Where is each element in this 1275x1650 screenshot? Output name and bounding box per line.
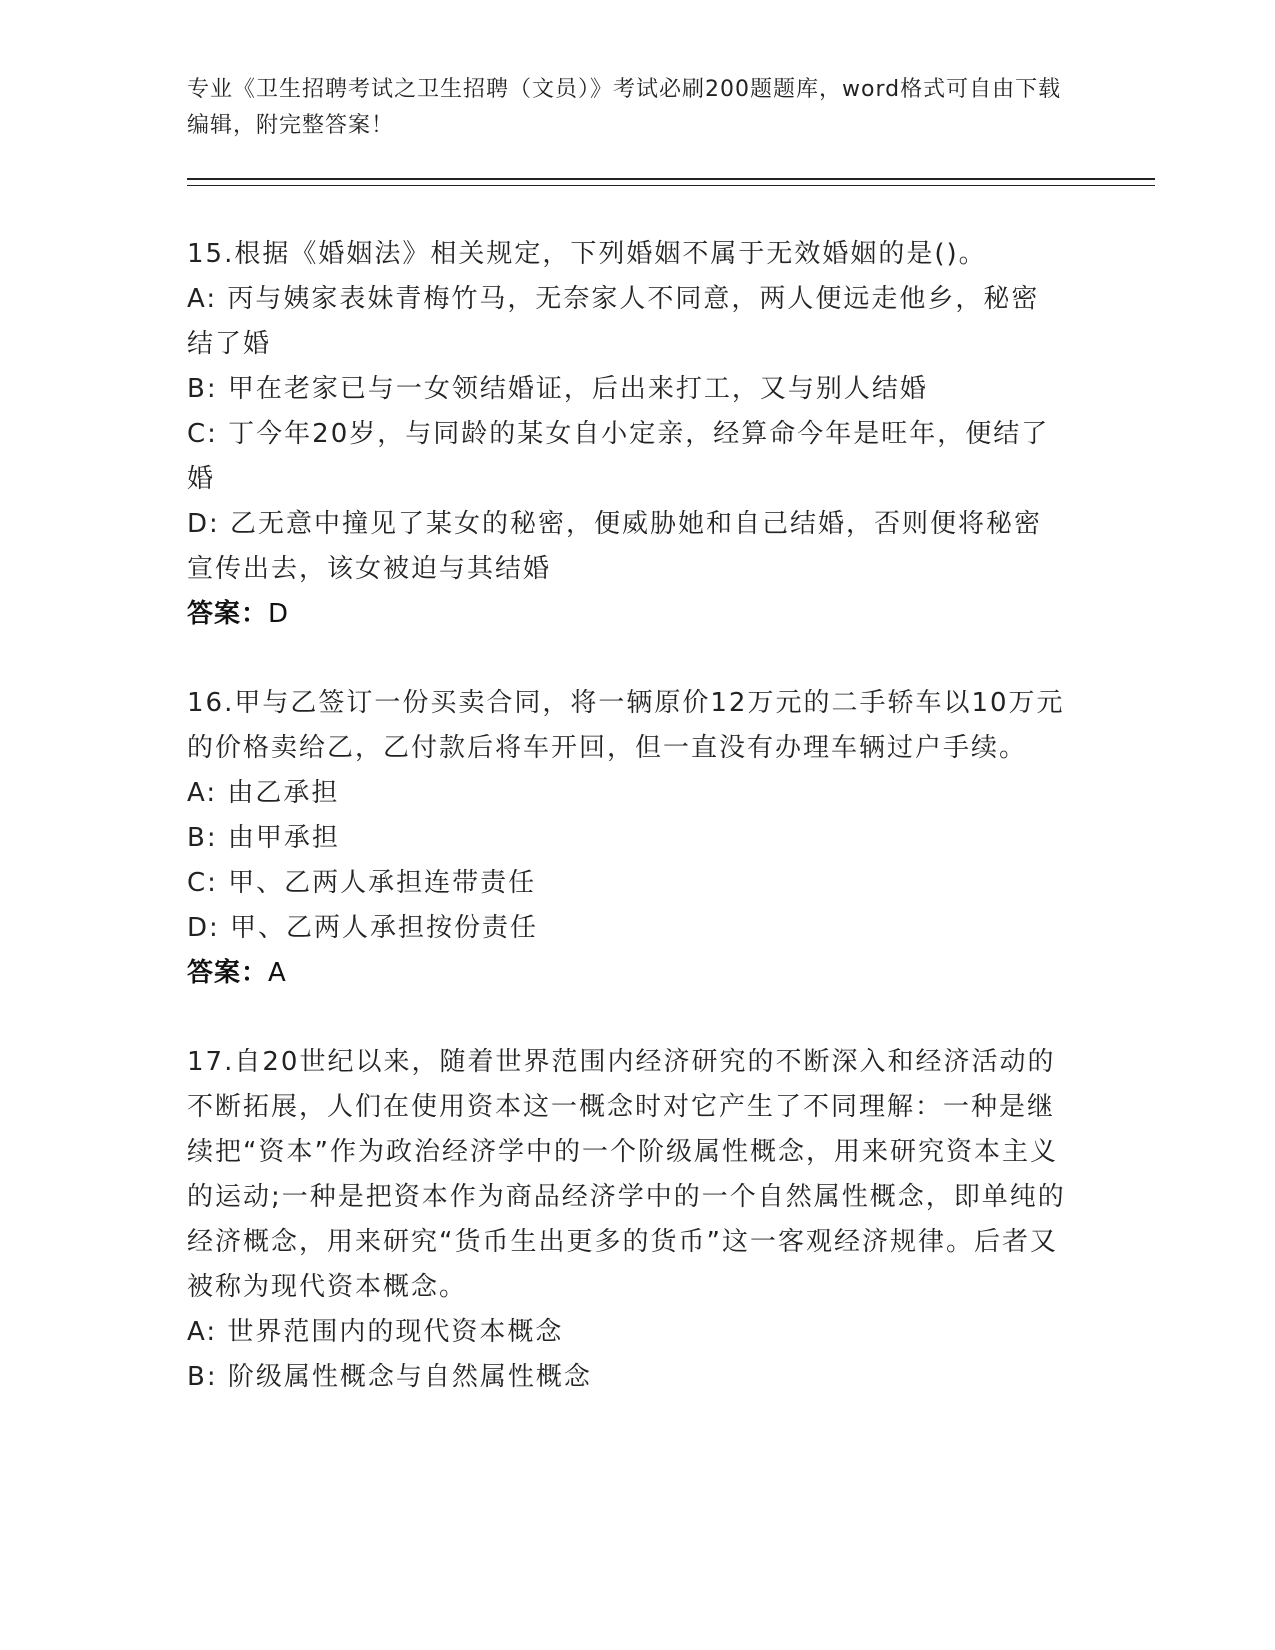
answer-label: 答案： bbox=[187, 958, 269, 988]
question-list bbox=[187, 232, 1067, 1444]
option-d: D: 甲、乙两人承担按份责任 bbox=[187, 913, 539, 943]
header-divider bbox=[187, 178, 1155, 186]
question-number: 17. bbox=[187, 1047, 235, 1077]
question-text: 甲与乙签订一份买卖合同，将一辆原价12万元的二手轿车以10万元的价格卖给乙，乙付款后将车开回，但一直没有办理车辆过户手续。 bbox=[187, 688, 1065, 763]
question-15 bbox=[187, 232, 1067, 637]
option-c: C: 丁今年20岁，与同龄的某女自小定亲，经算命今年是旺年，便结了婚 bbox=[187, 419, 1050, 494]
question-stem bbox=[187, 232, 1067, 277]
question-stem bbox=[187, 1040, 1067, 1310]
answer-line bbox=[187, 592, 1067, 637]
option-c: C: 甲、乙两人承担连带责任 bbox=[187, 868, 537, 898]
question-text: 根据《婚姻法》相关规定，下列婚姻不属于无效婚姻的是()。 bbox=[234, 239, 987, 269]
question-16 bbox=[187, 681, 1067, 996]
answer-value: A bbox=[268, 958, 287, 988]
option-b: B: 甲在老家已与一女领结婚证，后出来打工，又与别人结婚 bbox=[187, 374, 928, 404]
option-b: B: 阶级属性概念与自然属性概念 bbox=[187, 1362, 592, 1392]
question-number: 15. bbox=[187, 239, 235, 269]
option-a: A: 丙与姨家表妹青梅竹马，无奈家人不同意，两人便远走他乡，秘密结了婚 bbox=[187, 284, 1040, 359]
question-text: 自20世纪以来，随着世界范围内经济研究的不断深入和经济活动的不断拓展，人们在使用资本这一概念时对它产生了不同理解：一种是继续把“资本”作为政治经济学中的一个阶级属性概念，用来研究资本主义的运动;一种是把资本作为商品经济学中的一个自然属性概念，即单纯的经济概念，用来研究“货币生出更多的货币”这一客观经济规律。后者又被称为现代资本概念。 bbox=[187, 1047, 1066, 1302]
option-a: A: 由乙承担 bbox=[187, 778, 340, 808]
question-number: 16. bbox=[187, 688, 235, 718]
document-header: 专业《卫生招聘考试之卫生招聘（文员）》考试必刷200题题库，word格式可自由下载编辑，附完整答案！ bbox=[187, 77, 1062, 138]
answer-line bbox=[187, 951, 1067, 996]
option-b: B: 由甲承担 bbox=[187, 823, 340, 853]
question-stem bbox=[187, 681, 1067, 771]
answer-label: 答案： bbox=[187, 599, 269, 629]
option-d: D: 乙无意中撞见了某女的秘密，便威胁她和自己结婚，否则便将秘密宣传出去，该女被迫与其结婚 bbox=[187, 509, 1043, 584]
option-a: A: 世界范围内的现代资本概念 bbox=[187, 1317, 564, 1347]
question-17 bbox=[187, 1040, 1067, 1400]
answer-value: D bbox=[268, 599, 290, 629]
